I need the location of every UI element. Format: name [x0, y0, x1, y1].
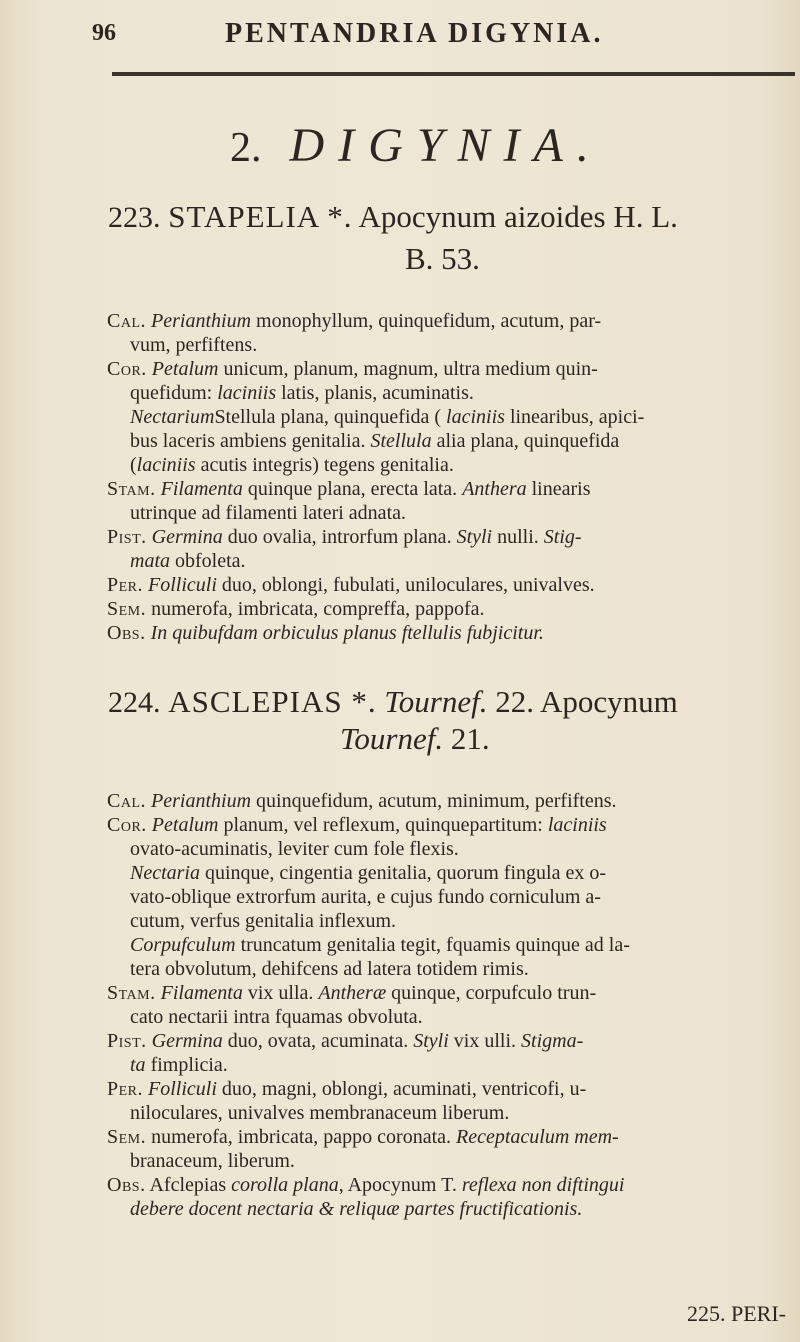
header-rule [112, 72, 795, 76]
text-line: tera obvolutum, dehifcens ad latera totidem rimis. [130, 958, 529, 980]
catchword: 225. PERI- [687, 1301, 786, 1326]
text-line: bus laceris ambiens genitalia. Stellula alia plana, quinquefida [130, 430, 620, 452]
entry-number: 224. [108, 686, 161, 719]
entry-genus: STAPELIA *. [168, 199, 353, 234]
text-line: branaceum, liberum. [130, 1150, 295, 1172]
text-line: Sem. numerofa, imbricata, compreffa, pappofa. [107, 598, 485, 620]
running-title: PENTANDRIA DIGYNIA. [225, 18, 604, 49]
entry-author: Tournef. [384, 684, 488, 719]
text-line: niloculares, univalves membranaceum liberum. [130, 1102, 510, 1124]
text-line: Pist. Germina duo ovalia, introrfum plana. Styli nulli. Stig- [107, 526, 582, 548]
text-line: vato-oblique extrorfum aurita, e cujus fundo corniculum a- [130, 886, 601, 908]
text-line: Per. Folliculi duo, magni, oblongi, acuminati, ventricofi, u- [107, 1078, 587, 1100]
text-line: Stam. Filamenta quinque plana, erecta lata. Anthera linearis [107, 478, 591, 500]
entry-number: 223. [108, 201, 161, 234]
text-line: Cal. Perianthium quinquefidum, acutum, minimum, perfiftens. [107, 790, 617, 812]
text-line: ta fimplicia. [130, 1054, 228, 1076]
text-line: quefidum: laciniis latis, planis, acuminatis. [130, 382, 474, 404]
text-line: Stam. Filamenta vix ulla. Antheræ quinque, corpufculo trun- [107, 982, 597, 1004]
text-line: cutum, verfus genitalia inflexum. [130, 910, 397, 932]
page-number: 96 [92, 20, 116, 46]
text-line: Nectaria quinque, cingentia genitalia, quorum fingula ex o- [130, 862, 606, 884]
text-line: Cal. Perianthium monophyllum, quinquefidum, acutum, par- [107, 310, 602, 332]
text-line: cato nectarii intra fquamas obvoluta. [130, 1006, 423, 1028]
text-line: vum, perfiftens. [130, 334, 258, 356]
text-line: Obs. Afclepias corolla plana, Apocynum T. reflexa non diftingui [107, 1174, 625, 1196]
entry-224-heading [108, 683, 678, 722]
page-header [0, 18, 800, 58]
text-line: Obs. In quibufdam orbiculus planus ftellulis fubjicitur. [107, 622, 544, 644]
text-line: ovato-acuminatis, leviter cum fole flexis. [130, 838, 459, 860]
section-title [230, 118, 603, 173]
entry-synonym: 22. Apocynum [495, 684, 678, 719]
text-line: Per. Folliculi duo, oblongi, fubulati, uniloculares, univalves. [107, 574, 595, 596]
text-line: utrinque ad filamenti lateri adnata. [130, 502, 406, 524]
entry-genus: ASCLEPIAS *. [168, 684, 377, 719]
entry-223-heading [108, 198, 678, 237]
text-line: (laciniis acutis integris) tegens genitalia. [130, 454, 454, 476]
entry-synonym: Apocynum aizoides H. L. [358, 199, 678, 234]
text-line: Cor. Petalum planum, vel reflexum, quinquepartitum: laciniis [107, 814, 607, 836]
entry-223-heading-cont: B. 53. [405, 241, 480, 276]
section-number: 2. [230, 125, 262, 171]
section-name: DIGYNIA. [289, 119, 603, 172]
text-line: debere docent nectaria & reliquæ partes fructificationis. [130, 1198, 583, 1220]
text-line: Corpufculum truncatum genitalia tegit, fquamis quinque ad la- [130, 934, 630, 956]
text-line: Pist. Germina duo, ovata, acuminata. Styli vix ulli. Stigma- [107, 1030, 584, 1052]
text-line: Sem. numerofa, imbricata, pappo coronata. Receptaculum mem- [107, 1126, 619, 1148]
text-line: mata obfoleta. [130, 550, 246, 572]
text-line: Cor. Petalum unicum, planum, magnum, ultra medium quin- [107, 358, 598, 380]
text-line: NectariumStellula plana, quinquefida ( laciniis linearibus, apici- [130, 406, 645, 428]
entry-224-heading-cont: Tournef. 21. [340, 721, 490, 756]
